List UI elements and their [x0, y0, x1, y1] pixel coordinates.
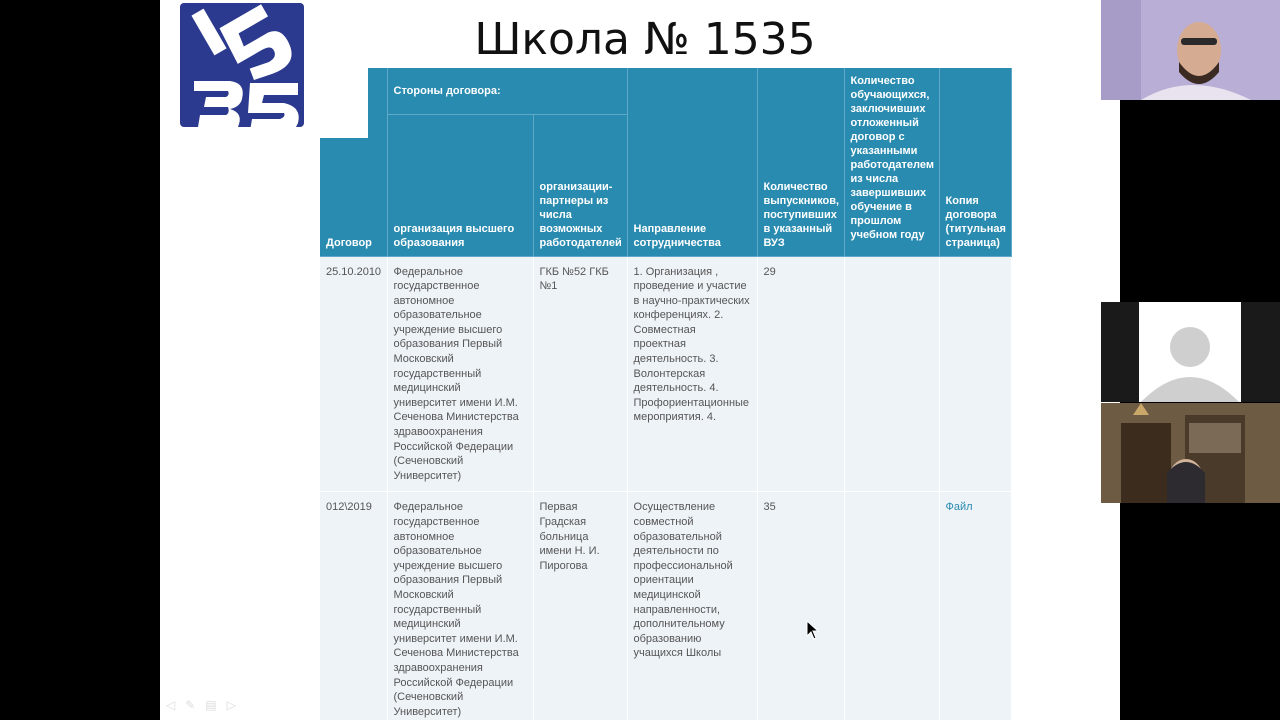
- header-graduates: Количество выпускников, поступивших в указанный ВУЗ: [757, 68, 844, 256]
- cell-copy: [939, 256, 1011, 492]
- cell-university: Федеральное государственное автономное образовательное учреждение высшего образования Первый Московский государственный медицинский университет имени И.М. Сеченова Министерства здравоохранения Российской Федерации (Сеченовский Университет): [387, 256, 533, 492]
- cell-partners: Первая Градская больница имени Н. И. Пирогова: [533, 492, 627, 720]
- header-deferred: Количество обучающихся, заключивших отложенный договор с указанными работодателем из числа завершивших обучение в прошлом учебном году: [844, 68, 939, 256]
- contracts-table: [320, 68, 1012, 720]
- participant-video-3[interactable]: [1101, 403, 1280, 503]
- mouse-cursor-icon: [806, 620, 820, 640]
- presentation-slide: [160, 0, 1102, 720]
- contract-file-link[interactable]: Файл: [945, 501, 973, 514]
- cell-copy: [939, 492, 1011, 720]
- cell-deferred: [844, 492, 939, 720]
- slide-next-icon[interactable]: ▷: [226, 698, 236, 712]
- cell-contract: 012\2019: [320, 492, 387, 720]
- cell-contract: 25.10.2010: [320, 256, 387, 492]
- table-row: [320, 492, 1011, 720]
- participant-video-1[interactable]: [1101, 0, 1280, 100]
- cell-graduates: 29: [757, 256, 844, 492]
- slide-toolbar: [166, 698, 236, 712]
- logo-overlap-area: [320, 68, 368, 138]
- cell-deferred: [844, 256, 939, 492]
- person-placeholder-icon: [1170, 327, 1210, 367]
- header-direction: Направление сотрудничества: [627, 68, 757, 256]
- header-parties-group: Стороны договора:: [387, 68, 627, 114]
- cell-direction: 1. Организация , проведение и участие в научно-практических конференциях. 2. Совместная проектная деятельность. 3. Волонтерская деятельность. 4. Профориентационные мероприятия. 4.: [627, 256, 757, 492]
- slide-prev-icon[interactable]: ◁: [166, 698, 176, 712]
- header-partners: организации-партнеры из числа возможных работодателей: [533, 114, 627, 256]
- table-row: [320, 256, 1011, 492]
- cell-university: Федеральное государственное автономное образовательное учреждение высшего образования Первый Московский государственный медицинский университет имени И.М. Сеченова Министерства здравоохранения Российской Федерации (Сеченовский Университет): [387, 492, 533, 720]
- cell-partners: ГКБ №52 ГКБ №1: [533, 256, 627, 492]
- cell-graduates: 35: [757, 492, 844, 720]
- header-contract: Договор: [320, 68, 387, 256]
- header-university: организация высшего образования: [387, 114, 533, 256]
- participant-video-2[interactable]: [1101, 302, 1280, 402]
- school-logo: [180, 3, 304, 127]
- cell-direction: Осуществление совместной образовательной деятельности по профессиональной ориентации медицинской направленности, дополнительному образованию учащихся Школы: [627, 492, 757, 720]
- pen-icon[interactable]: ✎: [185, 698, 196, 712]
- header-copy: Копия договора (титульная страница): [939, 68, 1011, 256]
- slide-title: Школа № 1535: [474, 14, 816, 65]
- menu-icon[interactable]: ▤: [205, 698, 217, 712]
